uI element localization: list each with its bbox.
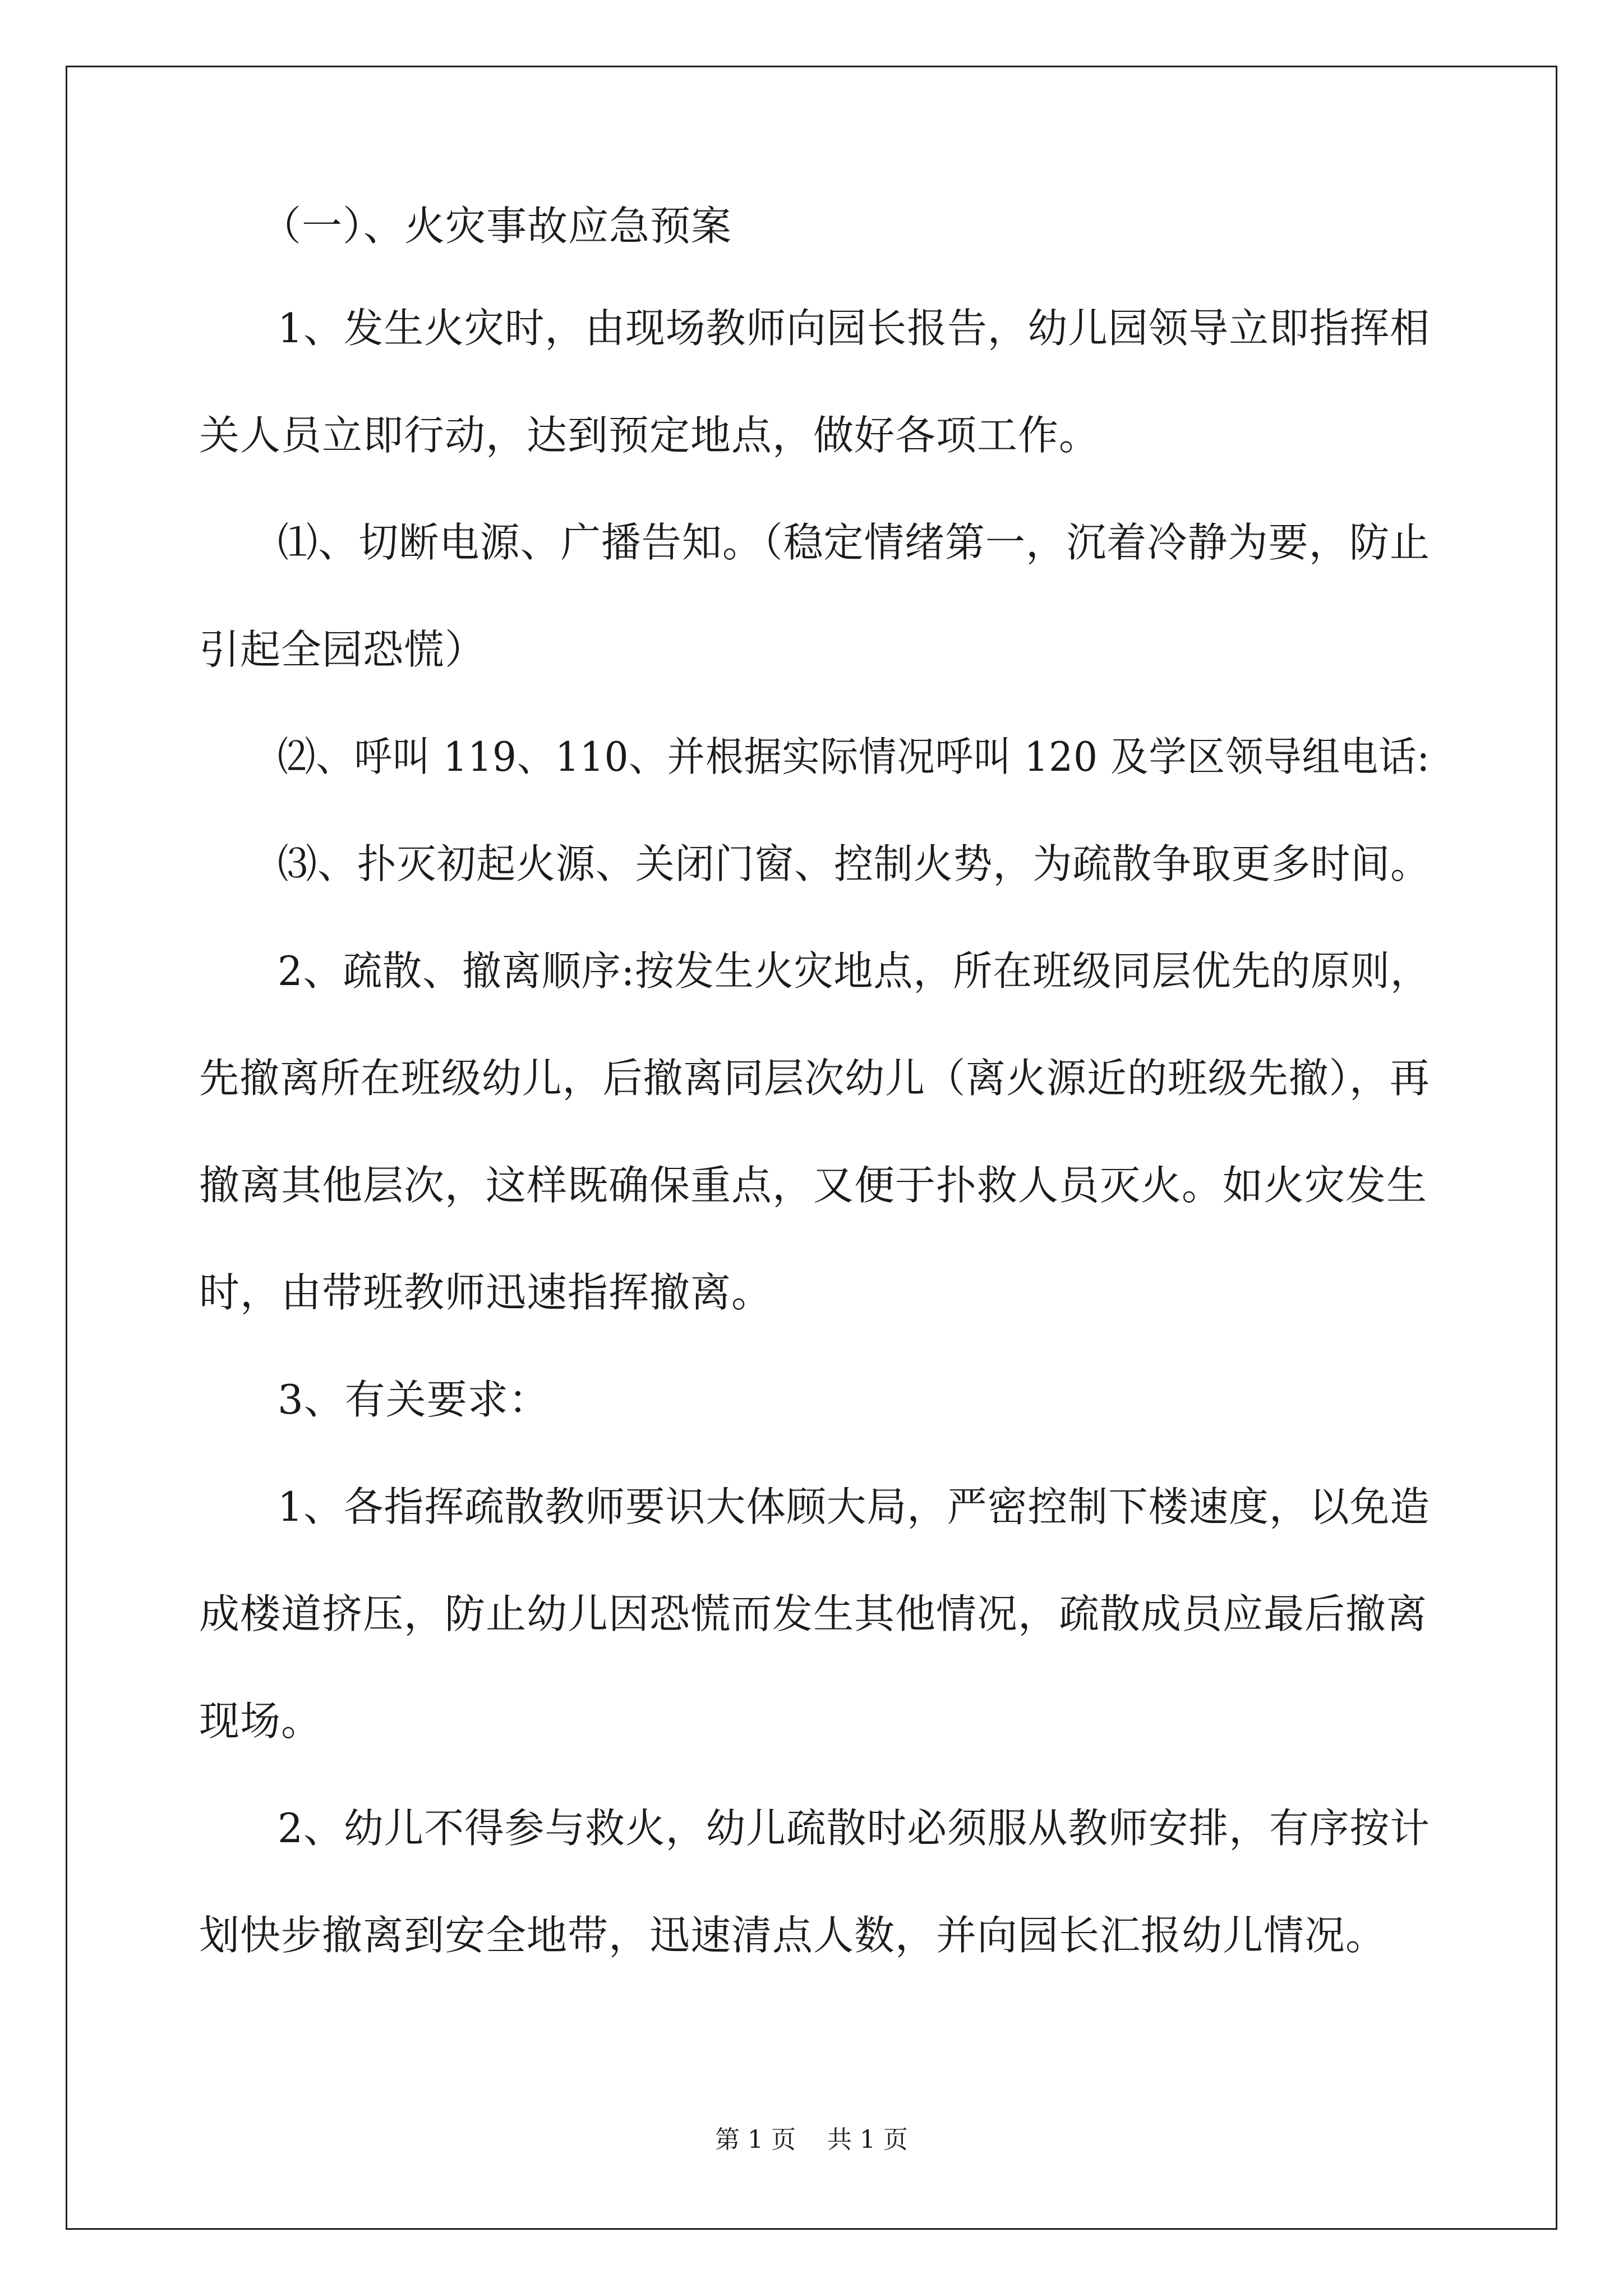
paragraph-line: 1、各指挥疏散教师要识大体顾大局，严密控制下楼速度，以免造	[278, 1483, 1431, 1530]
paragraph-line: 先撤离所在班级幼儿，后撤离同层次幼儿（离火源近的班级先撤），再	[199, 1055, 1430, 1102]
paragraph-line: 成楼道挤压，防止幼儿因恐慌而发生其他情况，疏散成员应最后撤离	[199, 1590, 1428, 1637]
heading-fire-plan: （一）、火灾事故应急预案	[261, 203, 732, 250]
paragraph-line: 1、发生火灾时，由现场教师向园长报告，幼儿园领导立即指挥相	[278, 305, 1431, 352]
paragraph-line: 现场。	[199, 1697, 322, 1745]
paragraph-line: 引起全园恐慌）	[199, 626, 486, 673]
paragraph-line: 关人员立即行动，达到预定地点，做好各项工作。	[199, 412, 1100, 459]
page-footer: 第 1 页 共 1 页	[715, 2125, 908, 2154]
paragraph-line: 时，由带班教师迅速指挥撤离。	[199, 1269, 773, 1316]
paragraph-line: 撤离其他层次，这样既确保重点，又便于扑救人员灭火。如火灾发生	[199, 1162, 1428, 1209]
paragraph-line: 2、幼儿不得参与救火，幼儿疏散时必须服从教师安排，有序按计	[278, 1805, 1431, 1852]
document-body	[199, 203, 1430, 1958]
paragraph-line: ⑴、切断电源、广播告知。（稳定情绪第一，沉着冷静为要，防止	[278, 519, 1431, 566]
paragraph-line: 2、疏散、撤离顺序:按发生火灾地点，所在班级同层优先的原则，	[278, 947, 1430, 995]
paragraph-line: ⑵、呼叫 119、110、并根据实际情况呼叫 120 及学区领导组电话:	[278, 733, 1431, 780]
paragraph-line: ⑶、扑灭初起火源、关闭门窗、控制火势，为疏散争取更多时间。	[278, 840, 1430, 887]
paragraph-line: 3、有关要求：	[278, 1376, 550, 1423]
paragraph-line: 划快步撤离到安全地带，迅速清点人数，并向园长汇报幼儿情况。	[199, 1912, 1387, 1959]
